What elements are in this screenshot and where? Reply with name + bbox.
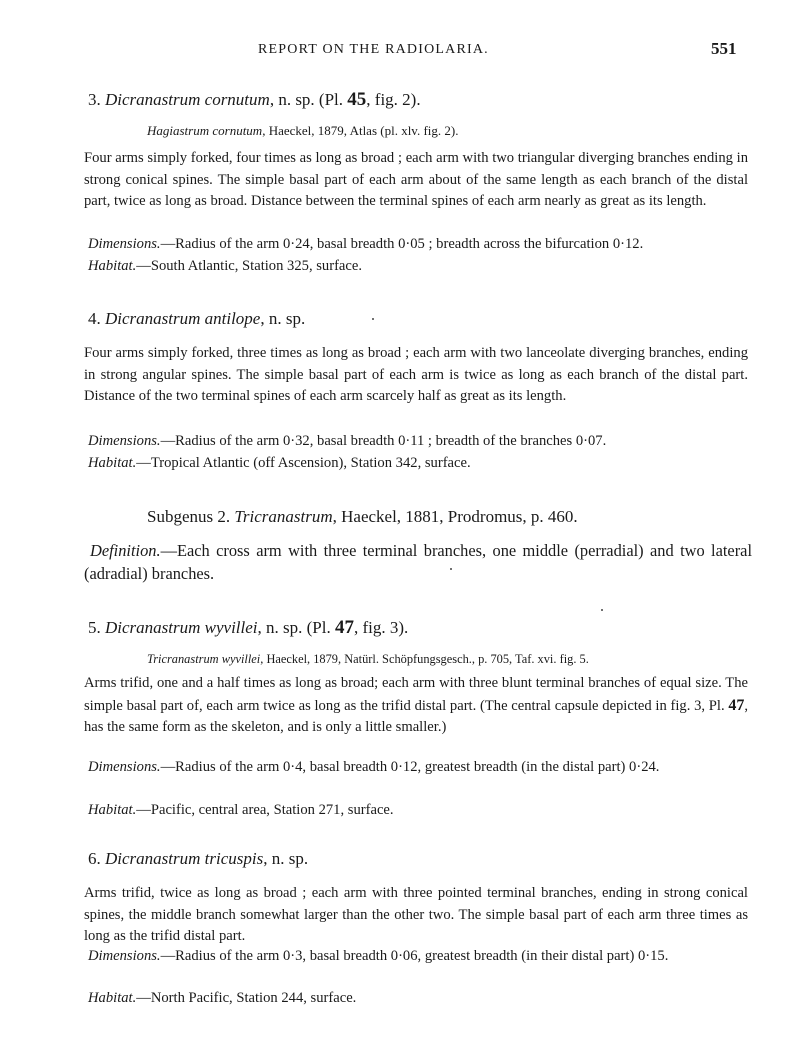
subgenus-name: Tricranastrum [234,507,333,526]
species-3-description: Four arms simply forked, four times as long as broad ; each arm with two triangular diverging branches ending in strong conical spines. The simple basal part of each arm about of the same length as each branch of the distal part, twice as long as broad. Distance between the terminal spines of each arm nearly as great as its length. [84,150,748,209]
species-6-habitat [84,988,748,1010]
dimensions-label: Dimensions. [88,948,161,964]
page-number: 551 [711,39,737,58]
synonym-name: Tricranastrum wyvillei [147,652,261,666]
species-suffix: , n. sp. (Pl. [257,618,331,637]
dimensions-text: —Radius of the arm 0·3, basal breadth 0·06, greatest breadth (in their distal part) 0·15. [160,948,669,964]
species-3-habitat [84,256,748,278]
description-text: Arms trifid, one and a half times as long as broad; each arm with three blunt terminal branches of equal size. The simple basal part of, each arm twice as long as the trifid distal part. (The central capsule depicted in fig. 3, Pl. [84,675,748,714]
species-name: Dicranastrum tricuspis [105,849,264,868]
species-suffix: , n. sp. (Pl. [269,90,344,109]
synonym-name: Hagiastrum cornutum [147,123,263,138]
scan-speck [372,318,374,320]
running-title: REPORT ON THE RADIOLARIA. [258,42,489,57]
subgenus-definition [84,539,752,585]
species-3-dimensions [84,234,748,256]
species-number: 5. [88,618,101,637]
habitat-text: —Pacific, central area, Station 271, surface. [136,802,394,818]
species-name: Dicranastrum antilope [105,309,261,328]
dimensions-text: —Radius of the arm 0·32, basal breadth 0·11 ; breadth of the branches 0·07. [160,433,607,449]
figure-ref: , fig. 3). [353,618,409,637]
species-name: Dicranastrum cornutum [105,90,270,109]
species-4-heading [88,309,305,329]
habitat-label: Habitat. [88,455,137,471]
species-5-heading [88,617,408,639]
species-6-description: Arms trifid, twice as long as broad ; each arm with three pointed terminal branches, ending in strong conical spines, the middle branch somewhat larger than the other two. The simple basal part of each arm three times as long as the trifid distal part. [84,885,748,944]
scan-speck [601,609,603,611]
synonym-citation: , Haeckel, 1879, Atlas (pl. xlv. fig. 2). [262,123,459,138]
species-6-heading [88,849,308,869]
subgenus-heading [147,507,578,527]
species-number: 6. [88,849,101,868]
habitat-label: Habitat. [88,802,137,818]
species-4-dimensions [84,431,748,453]
habitat-label: Habitat. [88,258,137,274]
subgenus-citation: , Haeckel, 1881, Prodromus, p. 460. [332,507,578,526]
definition-label: Definition. [90,541,161,560]
species-5-habitat [84,800,748,822]
synonym-citation: , Haeckel, 1879, Natürl. Schöpfungsgesch., p. 705, Taf. xvi. fig. 5. [260,652,589,666]
species-5-description [84,673,748,739]
species-name: Dicranastrum wyvillei [105,618,258,637]
description-text-cont: , has the same form as the skeleton, and is only a little smaller.) [84,697,748,735]
species-number: 4. [88,309,101,328]
species-6-dimensions [84,946,748,968]
dimensions-label: Dimensions. [88,433,161,449]
plate-number: 45 [347,89,367,110]
habitat-text: —South Atlantic, Station 325, surface. [136,258,363,274]
species-4-habitat [84,453,748,475]
species-3-synonym [147,123,459,139]
species-number: 3. [88,90,101,109]
species-4-description: Four arms simply forked, three times as long as broad ; each arm with two lanceolate diverging branches, ending in strong angular spines. The simple basal part of each arm is twice as long as each branch of the distal part. Distance of the two terminal spines of each arm scarcely half as great as its length. [84,345,748,404]
subgenus-prefix: Subgenus 2. [147,507,231,526]
species-5-dimensions [84,757,748,779]
dimensions-text: —Radius of the arm 0·24, basal breadth 0·05 ; breadth across the bifurcation 0·12. [160,236,644,252]
species-suffix: , n. sp. [260,309,306,328]
habitat-text: —Tropical Atlantic (off Ascension), Station 342, surface. [136,455,471,471]
habitat-text: —North Pacific, Station 244, surface. [136,990,357,1006]
plate-number: 47 [728,696,745,714]
species-5-synonym [147,652,589,667]
species-suffix: , n. sp. [263,849,309,868]
figure-ref: , fig. 2). [366,90,421,109]
definition-text: —Each cross arm with three terminal branches, one middle (perradial) and two lateral (adradial) branches. [84,541,752,583]
habitat-label: Habitat. [88,990,137,1006]
species-3-heading [88,89,421,111]
scan-speck [450,568,452,570]
dimensions-label: Dimensions. [88,236,161,252]
plate-number: 47 [334,617,354,638]
dimensions-text: —Radius of the arm 0·4, basal breadth 0·12, greatest breadth (in the distal part) 0·24. [160,759,660,775]
dimensions-label: Dimensions. [88,759,161,775]
